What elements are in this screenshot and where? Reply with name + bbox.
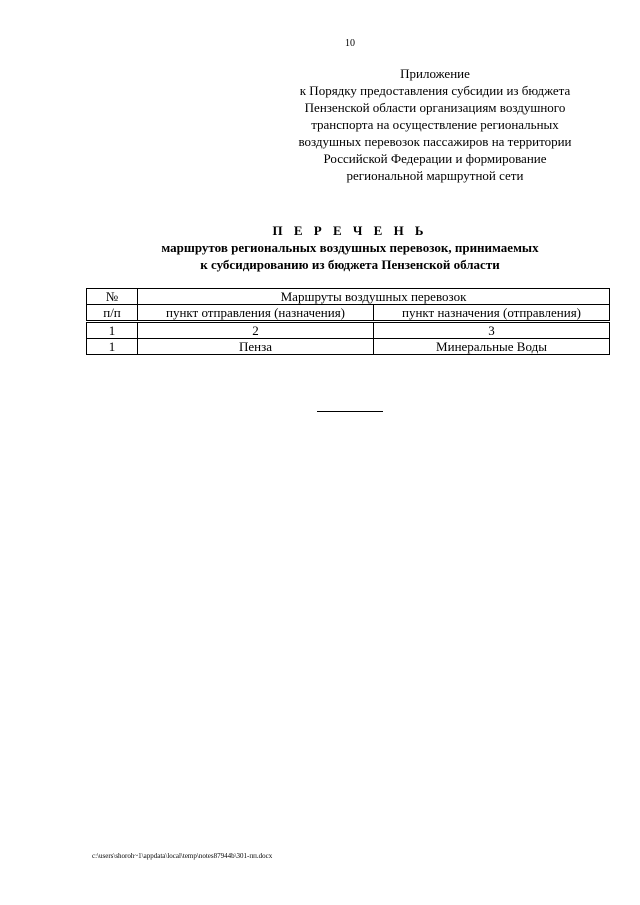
appendix-line: Российской Федерации и формирование: [323, 151, 547, 166]
header-group: Маршруты воздушных перевозок: [138, 289, 610, 305]
appendix-line: региональной маршрутной сети: [346, 168, 524, 183]
title-line: маршрутов региональных воздушных перевозок, принимаемых: [161, 240, 539, 255]
header-destination: пункт назначения (отправления): [374, 305, 610, 322]
header-number-top: №: [87, 289, 138, 305]
routes-table: [86, 288, 610, 355]
table-header-row: [87, 305, 610, 322]
header-number-bottom: п/п: [87, 305, 138, 322]
column-number: 1: [87, 322, 138, 339]
column-numbers-row: [87, 322, 610, 339]
page-number: 10: [345, 38, 355, 49]
row-destination: Минеральные Воды: [374, 339, 610, 355]
table-row: [87, 339, 610, 355]
document-title: [0, 222, 640, 273]
title-main: П Е Р Е Ч Е Н Ь: [272, 223, 428, 238]
footer-file-path: c:\users\shoroh~1\appdata\local\temp\notes87944b\301-пп.docx: [92, 852, 273, 860]
row-departure: Пенза: [138, 339, 374, 355]
column-number: 2: [138, 322, 374, 339]
appendix-line: к Порядку предоставления субсидии из бюджета: [299, 83, 571, 98]
column-number: 3: [374, 322, 610, 339]
appendix-header: [270, 65, 600, 184]
title-line: к субсидированию из бюджета Пензенской области: [200, 257, 500, 272]
header-departure: пункт отправления (назначения): [138, 305, 374, 322]
appendix-line: транспорта на осуществление региональных: [311, 117, 559, 132]
row-number: 1: [87, 339, 138, 355]
appendix-line: Приложение: [400, 66, 470, 81]
appendix-line: Пензенской области организациям воздушного: [304, 100, 566, 115]
closing-divider: [317, 411, 383, 412]
table-header-row: [87, 289, 610, 305]
appendix-line: воздушных перевозок пассажиров на территории: [298, 134, 572, 149]
